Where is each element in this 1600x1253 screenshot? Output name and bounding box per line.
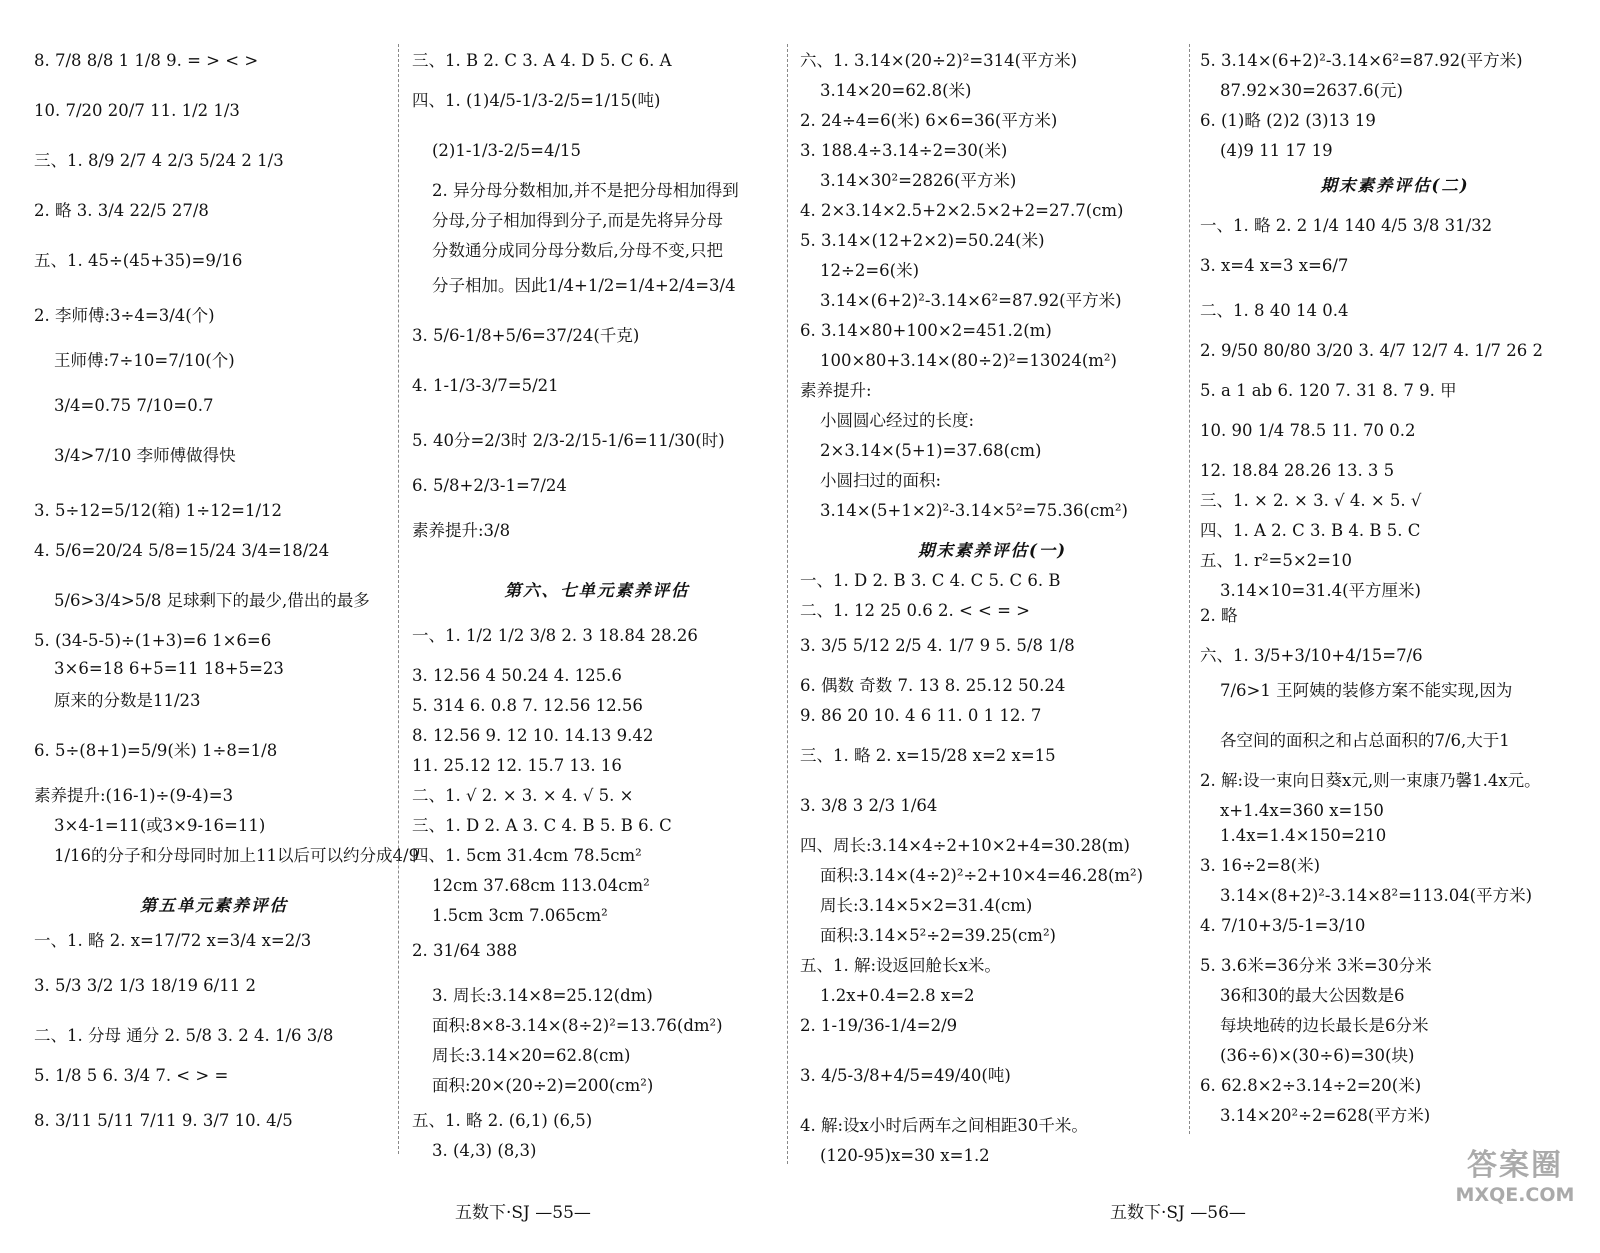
answer-line: 素养提升:: [800, 381, 872, 400]
answer-line: 8. 12.56 9. 12 10. 14.13 9.42: [412, 726, 654, 745]
answer-line: 3.14×(6+2)²-3.14×6²=87.92(平方米): [820, 291, 1122, 310]
section-title: 期末素养评估(二): [1320, 176, 1470, 195]
answer-line: 3. 16÷2=8(米): [1200, 856, 1321, 875]
answer-line: 小圆扫过的面积:: [820, 471, 942, 490]
answer-line: 8. 3/11 5/11 7/11 9. 3/7 10. 4/5: [34, 1111, 293, 1130]
answer-line: 3. 周长:3.14×8=25.12(dm): [432, 986, 653, 1005]
column-divider: [398, 44, 399, 1154]
answer-line: 面积:8×8-3.14×(8÷2)²=13.76(dm²): [432, 1016, 723, 1035]
answer-line: 2. 略: [1200, 606, 1238, 625]
answer-line: 3.14×10=31.4(平方厘米): [1220, 581, 1421, 600]
answer-line: 面积:3.14×5²÷2=39.25(cm²): [820, 926, 1056, 945]
answer-line: 周长:3.14×5×2=31.4(cm): [820, 896, 1033, 915]
watermark-url: MXQE.COM: [1455, 1184, 1575, 1206]
page-footer-left: 五数下·SJ —55—: [455, 1203, 591, 1223]
answer-line: 2. 24÷4=6(米) 6×6=36(平方米): [800, 111, 1058, 130]
answer-line: 一、1. 略 2. 2 1/4 140 4/5 3/8 31/32: [1200, 216, 1493, 235]
answer-line: 3.14×(5+1×2)²-3.14×5²=75.36(cm²): [820, 501, 1128, 520]
answer-line: 一、1. 1/2 1/2 3/8 2. 3 18.84 28.26: [412, 626, 698, 645]
answer-line: 12cm 37.68cm 113.04cm²: [432, 876, 650, 895]
answer-line: 素养提升:3/8: [412, 521, 511, 540]
answer-line: 1.2x+0.4=2.8 x=2: [820, 986, 975, 1005]
answer-line: 8. 7/8 8/8 1 1/8 9. = > < >: [34, 51, 259, 70]
answer-line: 1.4x=1.4×150=210: [1220, 826, 1387, 845]
answer-line: 7/6>1 王阿姨的装修方案不能实现,因为: [1220, 681, 1513, 700]
answer-line: 2. 解:设一束向日葵x元,则一束康乃馨1.4x元。: [1200, 771, 1541, 790]
answer-line: 3.14×20=62.8(米): [820, 81, 972, 100]
answer-line: 3×4-1=11(或3×9-16=11): [54, 816, 266, 835]
answer-line: 四、周长:3.14×4÷2+10×2+4=30.28(m): [800, 836, 1130, 855]
answer-line: 87.92×30=2637.6(元): [1220, 81, 1403, 100]
answer-line: 四、1. 5cm 31.4cm 78.5cm²: [412, 846, 642, 865]
answer-line: 三、1. 略 2. x=15/28 x=2 x=15: [800, 746, 1056, 765]
answer-line: 11. 25.12 12. 15.7 13. 16: [412, 756, 622, 775]
answer-line: 4. 解:设x小时后两车之间相距30千米。: [800, 1116, 1088, 1135]
answer-line: (4)9 11 17 19: [1220, 141, 1333, 160]
answer-line: 五、1. 45÷(45+35)=9/16: [34, 251, 243, 270]
answer-line: 3. (4,3) (8,3): [432, 1141, 537, 1160]
answer-line: 4. 5/6=20/24 5/8=15/24 3/4=18/24: [34, 541, 330, 560]
answer-line: 五、1. r²=5×2=10: [1200, 551, 1352, 570]
answer-line: 面积:3.14×(4÷2)²÷2+10×4=46.28(m²): [820, 866, 1144, 885]
answer-line: 四、1. A 2. C 3. B 4. B 5. C: [1200, 521, 1421, 540]
column-divider: [1189, 44, 1190, 1134]
answer-line: 3.14×(8+2)²-3.14×8²=113.04(平方米): [1220, 886, 1533, 905]
answer-line: 原来的分数是11/23: [54, 691, 201, 710]
answer-line: 三、1. D 2. A 3. C 4. B 5. B 6. C: [412, 816, 672, 835]
answer-line: 王师傅:7÷10=7/10(个): [54, 351, 235, 370]
answer-line: 3×6=18 6+5=11 18+5=23: [54, 659, 284, 678]
answer-line: 4. 7/10+3/5-1=3/10: [1200, 916, 1366, 935]
answer-line: 12÷2=6(米): [820, 261, 920, 280]
answer-line: 6. 偶数 奇数 7. 13 8. 25.12 50.24: [800, 676, 1066, 695]
answer-line: 素养提升:(16-1)÷(9-4)=3: [34, 786, 234, 805]
answer-line: 三、1. 8/9 2/7 4 2/3 5/24 2 1/3: [34, 151, 284, 170]
section-title: 第六、七单元素养评估: [504, 581, 690, 600]
answer-line: 3/4=0.75 7/10=0.7: [54, 396, 214, 415]
answer-line: 100×80+3.14×(80÷2)²=13024(m²): [820, 351, 1117, 370]
answer-line: 二、1. 8 40 14 0.4: [1200, 301, 1349, 320]
answer-line: 3.14×20²÷2=628(平方米): [1220, 1106, 1431, 1125]
answer-line: 5. 1/8 5 6. 3/4 7. < > =: [34, 1066, 229, 1085]
answer-line: 4. 1-1/3-3/7=5/21: [412, 376, 559, 395]
answer-line: 小圆圆心经过的长度:: [820, 411, 975, 430]
answer-line: 9. 86 20 10. 4 6 11. 0 1 12. 7: [800, 706, 1042, 725]
answer-line: 36和30的最大公因数是6: [1220, 986, 1405, 1005]
answer-line: 3. 3/8 3 2/3 1/64: [800, 796, 938, 815]
answer-line: 6. 62.8×2÷3.14÷2=20(米): [1200, 1076, 1422, 1095]
watermark: [1440, 1140, 1590, 1206]
answer-line: 5. 40分=2/3时 2/3-2/15-1/6=11/30(时): [412, 431, 725, 450]
answer-line: 6. (1)略 (2)2 (3)13 19: [1200, 111, 1376, 130]
answer-line: 3/4>7/10 李师傅做得快: [54, 446, 236, 465]
answer-line: 四、1. (1)4/5-1/3-2/5=1/15(吨): [412, 91, 661, 110]
answer-line: 5. 3.14×(6+2)²-3.14×6²=87.92(平方米): [1200, 51, 1523, 70]
answer-line: 5. 3.14×(12+2×2)=50.24(米): [800, 231, 1045, 250]
answer-line: 3. 4/5-3/8+4/5=49/40(吨): [800, 1066, 1011, 1085]
answer-line: 六、1. 3.14×(20÷2)²=314(平方米): [800, 51, 1078, 70]
answer-line: 二、1. √ 2. × 3. × 4. √ 5. ×: [412, 786, 634, 805]
answer-line: 3. 5÷12=5/12(箱) 1÷12=1/12: [34, 501, 282, 520]
answer-line: 各空间的面积之和占总面积的7/6,大于1: [1220, 731, 1510, 750]
answer-line: 面积:20×(20÷2)=200(cm²): [432, 1076, 654, 1095]
answer-line: 6. 5÷(8+1)=5/9(米) 1÷8=1/8: [34, 741, 278, 760]
answer-line: 5. 3.6米=36分米 3米=30分米: [1200, 956, 1432, 975]
answer-line: 5. a 1 ab 6. 120 7. 31 8. 7 9. 甲: [1200, 381, 1457, 400]
answer-line: 三、1. B 2. C 3. A 4. D 5. C 6. A: [412, 51, 672, 70]
answer-line: (36÷6)×(30÷6)=30(块): [1220, 1046, 1415, 1065]
answer-line: 2. 9/50 80/80 3/20 3. 4/7 12/7 4. 1/7 26 2: [1200, 341, 1543, 360]
answer-line: 2. 异分母分数相加,并不是把分母相加得到: [432, 181, 739, 200]
answer-line: 2. 31/64 388: [412, 941, 518, 960]
answer-line: 5. 314 6. 0.8 7. 12.56 12.56: [412, 696, 643, 715]
answer-line: 二、1. 12 25 0.6 2. < < = >: [800, 601, 1030, 620]
answer-line: 3. x=4 x=3 x=6/7: [1200, 256, 1349, 275]
answer-line: 五、1. 略 2. (6,1) (6,5): [412, 1111, 593, 1130]
answer-line: 1.5cm 3cm 7.065cm²: [432, 906, 608, 925]
answer-line: 一、1. 略 2. x=17/72 x=3/4 x=2/3: [34, 931, 312, 950]
answer-line: 10. 7/20 20/7 11. 1/2 1/3: [34, 101, 240, 120]
answer-line: 一、1. D 2. B 3. C 4. C 5. C 6. B: [800, 571, 1061, 590]
answer-line: 12. 18.84 28.26 13. 3 5: [1200, 461, 1395, 480]
answer-line: 2. 略 3. 3/4 22/5 27/8: [34, 201, 209, 220]
answer-line: 10. 90 1/4 78.5 11. 70 0.2: [1200, 421, 1416, 440]
answer-line: 4. 2×3.14×2.5+2×2.5×2+2=27.7(cm): [800, 201, 1124, 220]
section-title: 第五单元素养评估: [140, 896, 288, 915]
answer-line: 3.14×30²=2826(平方米): [820, 171, 1017, 190]
answer-line: 分母,分子相加得到分子,而是先将异分母: [432, 211, 723, 230]
answer-line: (120-95)x=30 x=1.2: [820, 1146, 990, 1165]
answer-line: 5. (34-5-5)÷(1+3)=6 1×6=6: [34, 631, 272, 650]
answer-line: 五、1. 解:设返回舱长x米。: [800, 956, 1001, 975]
answer-line: 分子相加。因此1/4+1/2=1/4+2/4=3/4: [432, 276, 736, 295]
answer-line: 三、1. × 2. × 3. √ 4. × 5. √: [1200, 491, 1422, 510]
answer-line: 2. 李师傅:3÷4=3/4(个): [34, 306, 215, 325]
watermark-logo: 答案圈: [1467, 1148, 1563, 1183]
answer-line: 六、1. 3/5+3/10+4/15=7/6: [1200, 646, 1423, 665]
answer-line: 二、1. 分母 通分 2. 5/8 3. 2 4. 1/6 3/8: [34, 1026, 334, 1045]
answer-line: 3. 5/3 3/2 1/3 18/19 6/11 2: [34, 976, 256, 995]
answer-line: 3. 3/5 5/12 2/5 4. 1/7 9 5. 5/8 1/8: [800, 636, 1075, 655]
answer-line: 5/6>3/4>5/8 足球剩下的最少,借出的最多: [54, 591, 370, 610]
answer-line: 3. 12.56 4 50.24 4. 125.6: [412, 666, 622, 685]
answer-line: 每块地砖的边长最长是6分米: [1220, 1016, 1429, 1035]
page-footer-right: 五数下·SJ —56—: [1110, 1203, 1246, 1223]
answer-line: 2. 1-19/36-1/4=2/9: [800, 1016, 958, 1035]
answer-line: 6. 5/8+2/3-1=7/24: [412, 476, 567, 495]
section-title: 期末素养评估(一): [917, 541, 1068, 560]
answer-line: 1/16的分子和分母同时加上11以后可以约分成4/9: [54, 846, 420, 865]
answer-line: 周长:3.14×20=62.8(cm): [432, 1046, 631, 1065]
answer-line: 3. 5/6-1/8+5/6=37/24(千克): [412, 326, 640, 345]
answer-line: 6. 3.14×80+100×2=451.2(m): [800, 321, 1052, 340]
answer-line: (2)1-1/3-2/5=4/15: [432, 141, 582, 160]
answer-line: 3. 188.4÷3.14÷2=30(米): [800, 141, 1008, 160]
column-divider: [787, 44, 788, 1164]
answer-line: 2×3.14×(5+1)=37.68(cm): [820, 441, 1042, 460]
answer-line: 分数通分成同分母分数后,分母不变,只把: [432, 241, 723, 260]
answer-line: x+1.4x=360 x=150: [1220, 801, 1384, 820]
